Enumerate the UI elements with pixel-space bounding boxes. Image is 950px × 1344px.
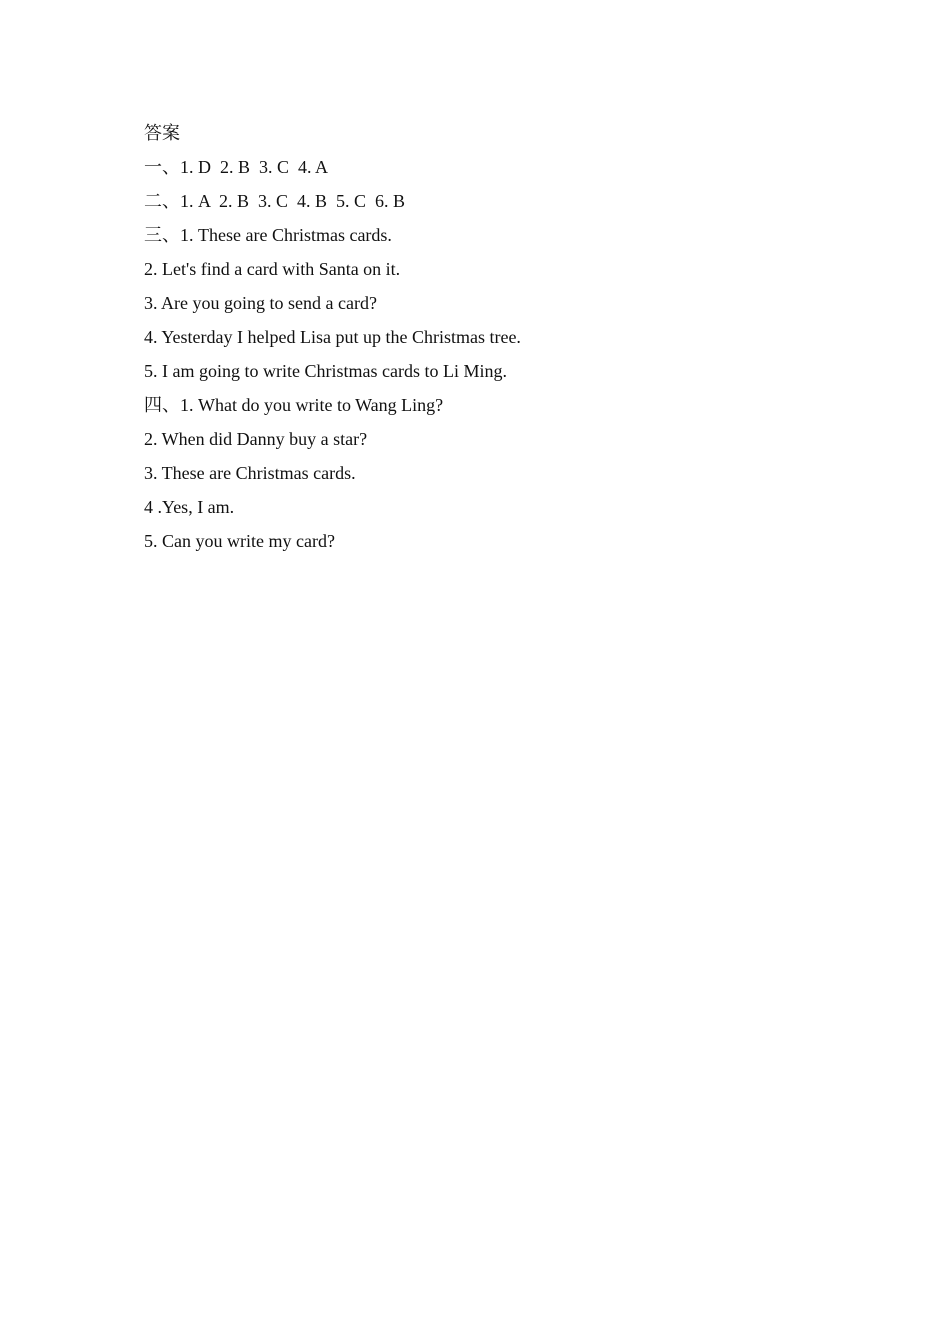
- answer-line-6: 4. Yesterday I helped Lisa put up the Christmas tree.: [144, 327, 521, 347]
- answer-line-12: 5. Can you write my card?: [144, 531, 335, 551]
- answer-title: 答案: [144, 123, 180, 143]
- answer-line-8: 四、1. What do you write to Wang Ling?: [144, 395, 444, 415]
- answer-line-3: 三、1. These are Christmas cards.: [144, 225, 392, 245]
- answer-line-7: 5. I am going to write Christmas cards to Li Ming.: [144, 361, 507, 381]
- answer-line-10: 3. These are Christmas cards.: [144, 463, 356, 483]
- answer-line-2: 二、1. A 2. B 3. C 4. B 5. C 6. B: [144, 191, 406, 211]
- answer-line-4: 2. Let's find a card with Santa on it.: [144, 259, 401, 279]
- answer-line-5: 3. Are you going to send a card?: [144, 293, 377, 313]
- answer-line-1: 一、1. D 2. B 3. C 4. A: [144, 157, 329, 177]
- answer-line-11: 4 .Yes, I am.: [144, 497, 235, 517]
- answer-line-9: 2. When did Danny buy a star?: [144, 429, 368, 449]
- answer-key: [144, 116, 824, 558]
